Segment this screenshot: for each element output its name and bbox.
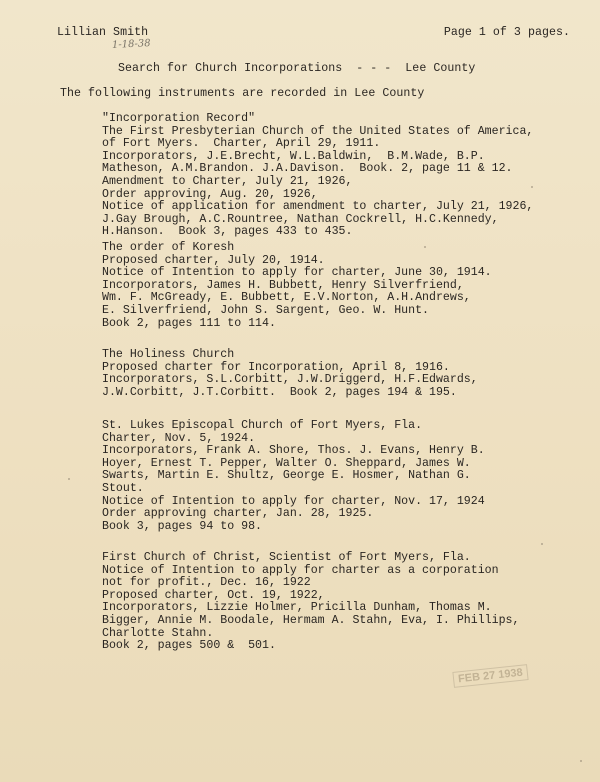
document-title: Search for Church Incorporations - - - Lee County bbox=[118, 62, 476, 75]
entry-line: E. Silverfriend, John S. Sargent, Geo. W. Hunt. bbox=[102, 303, 429, 317]
entry-holiness bbox=[102, 349, 478, 399]
intro-line: The following instruments are recorded in Lee County bbox=[60, 87, 425, 100]
entry-koresh bbox=[102, 242, 492, 330]
entry-line: The First Presbyterian Church of the United States of America, bbox=[102, 124, 534, 138]
entry-presbyterian bbox=[102, 113, 533, 239]
entry-line: Swarts, Martin E. Shultz, George E. Hosmer, Nathan G. bbox=[102, 469, 471, 483]
entry-line: Notice of Intention to apply for charter as a corporation bbox=[102, 563, 499, 577]
paper-speck bbox=[541, 543, 543, 545]
entry-line: Order approving, Aug. 20, 1926, bbox=[102, 187, 318, 201]
entry-line: Charter, Nov. 5, 1924. bbox=[102, 431, 256, 445]
entry-line: Stout. bbox=[102, 481, 144, 495]
entry-line: Amendment to Charter, July 21, 1926, bbox=[102, 174, 353, 188]
entry-st-lukes bbox=[102, 420, 485, 533]
entry-line: Proposed charter for Incorporation, April 8, 1916. bbox=[102, 360, 450, 374]
entry-line: Hoyer, Ernest T. Pepper, Walter O. Sheppard, James W. bbox=[102, 456, 471, 470]
entry-line: Bigger, Annie M. Boodale, Hermam A. Stahn, Eva, I. Phillips, bbox=[102, 613, 520, 627]
entry-line: not for profit., Dec. 16, 1922 bbox=[102, 576, 311, 590]
entry-line: Proposed charter, July 20, 1914. bbox=[102, 253, 325, 267]
entry-line: Book 2, pages 111 to 114. bbox=[102, 316, 276, 330]
received-stamp: FEB 27 1938 bbox=[452, 664, 528, 688]
entry-line: of Fort Myers. Charter, April 29, 1911. bbox=[102, 137, 381, 151]
author-name: Lillian Smith bbox=[57, 26, 149, 39]
entry-line: Notice of Intention to apply for charter, Nov. 17, 1924 bbox=[102, 494, 485, 508]
entry-line: Order approving charter, Jan. 28, 1925. bbox=[102, 507, 374, 521]
paper-speck bbox=[531, 186, 533, 188]
entry-line: Incorporators, J.E.Brecht, W.L.Baldwin, B.M.Wade, B.P. bbox=[102, 149, 485, 163]
entry-line: Book 2, pages 500 & 501. bbox=[102, 639, 276, 653]
handwritten-date: 1-18-38 bbox=[111, 37, 151, 52]
entry-line: H.Hanson. Book 3, pages 433 to 435. bbox=[102, 225, 353, 239]
entry-line: Notice of Intention to apply for charter, June 30, 1914. bbox=[102, 266, 492, 280]
paper-speck bbox=[424, 246, 426, 248]
entry-line: "Incorporation Record" bbox=[102, 112, 256, 125]
entry-line: Incorporators, S.L.Corbitt, J.W.Driggerd, H.F.Edwards, bbox=[102, 373, 478, 387]
entry-line: J.Gay Brough, A.C.Rountree, Nathan Cockrell, H.C.Kennedy, bbox=[102, 212, 499, 226]
paper-speck bbox=[580, 760, 582, 762]
entry-line: Book 3, pages 94 to 98. bbox=[102, 519, 263, 533]
entry-line: The order of Koresh bbox=[102, 241, 235, 254]
entry-line: Notice of application for amendment to charter, July 21, 1926, bbox=[102, 200, 534, 214]
paper-speck bbox=[68, 478, 70, 480]
entry-line: Incorporators, Frank A. Shore, Thos. J. Evans, Henry B. bbox=[102, 444, 485, 458]
entry-line: Proposed charter, Oct. 19, 1922, bbox=[102, 588, 325, 602]
entry-line: J.W.Corbitt, J.T.Corbitt. Book 2, pages 194 & 195. bbox=[102, 385, 457, 399]
entry-christ-scientist bbox=[102, 552, 519, 653]
entry-line: Wm. F. McGready, E. Bubbett, E.V.Norton, A.H.Andrews, bbox=[102, 291, 471, 305]
entry-line: Incorporators, James H. Bubbett, Henry Silverfriend, bbox=[102, 278, 464, 292]
entry-line: Charlotte Stahn. bbox=[102, 626, 214, 640]
entry-line: Incorporators, Lizzie Holmer, Pricilla Dunham, Thomas M. bbox=[102, 601, 492, 615]
entry-line: Matheson, A.M.Brandon. J.A.Davison. Book. 2, page 11 & 12. bbox=[102, 162, 513, 176]
entry-line: St. Lukes Episcopal Church of Fort Myers, Fla. bbox=[102, 419, 423, 432]
entry-line: The Holiness Church bbox=[102, 348, 235, 361]
page-number: Page 1 of 3 pages. bbox=[443, 26, 570, 39]
entry-line: First Church of Christ, Scientist of Fort Myers, Fla. bbox=[102, 551, 471, 564]
